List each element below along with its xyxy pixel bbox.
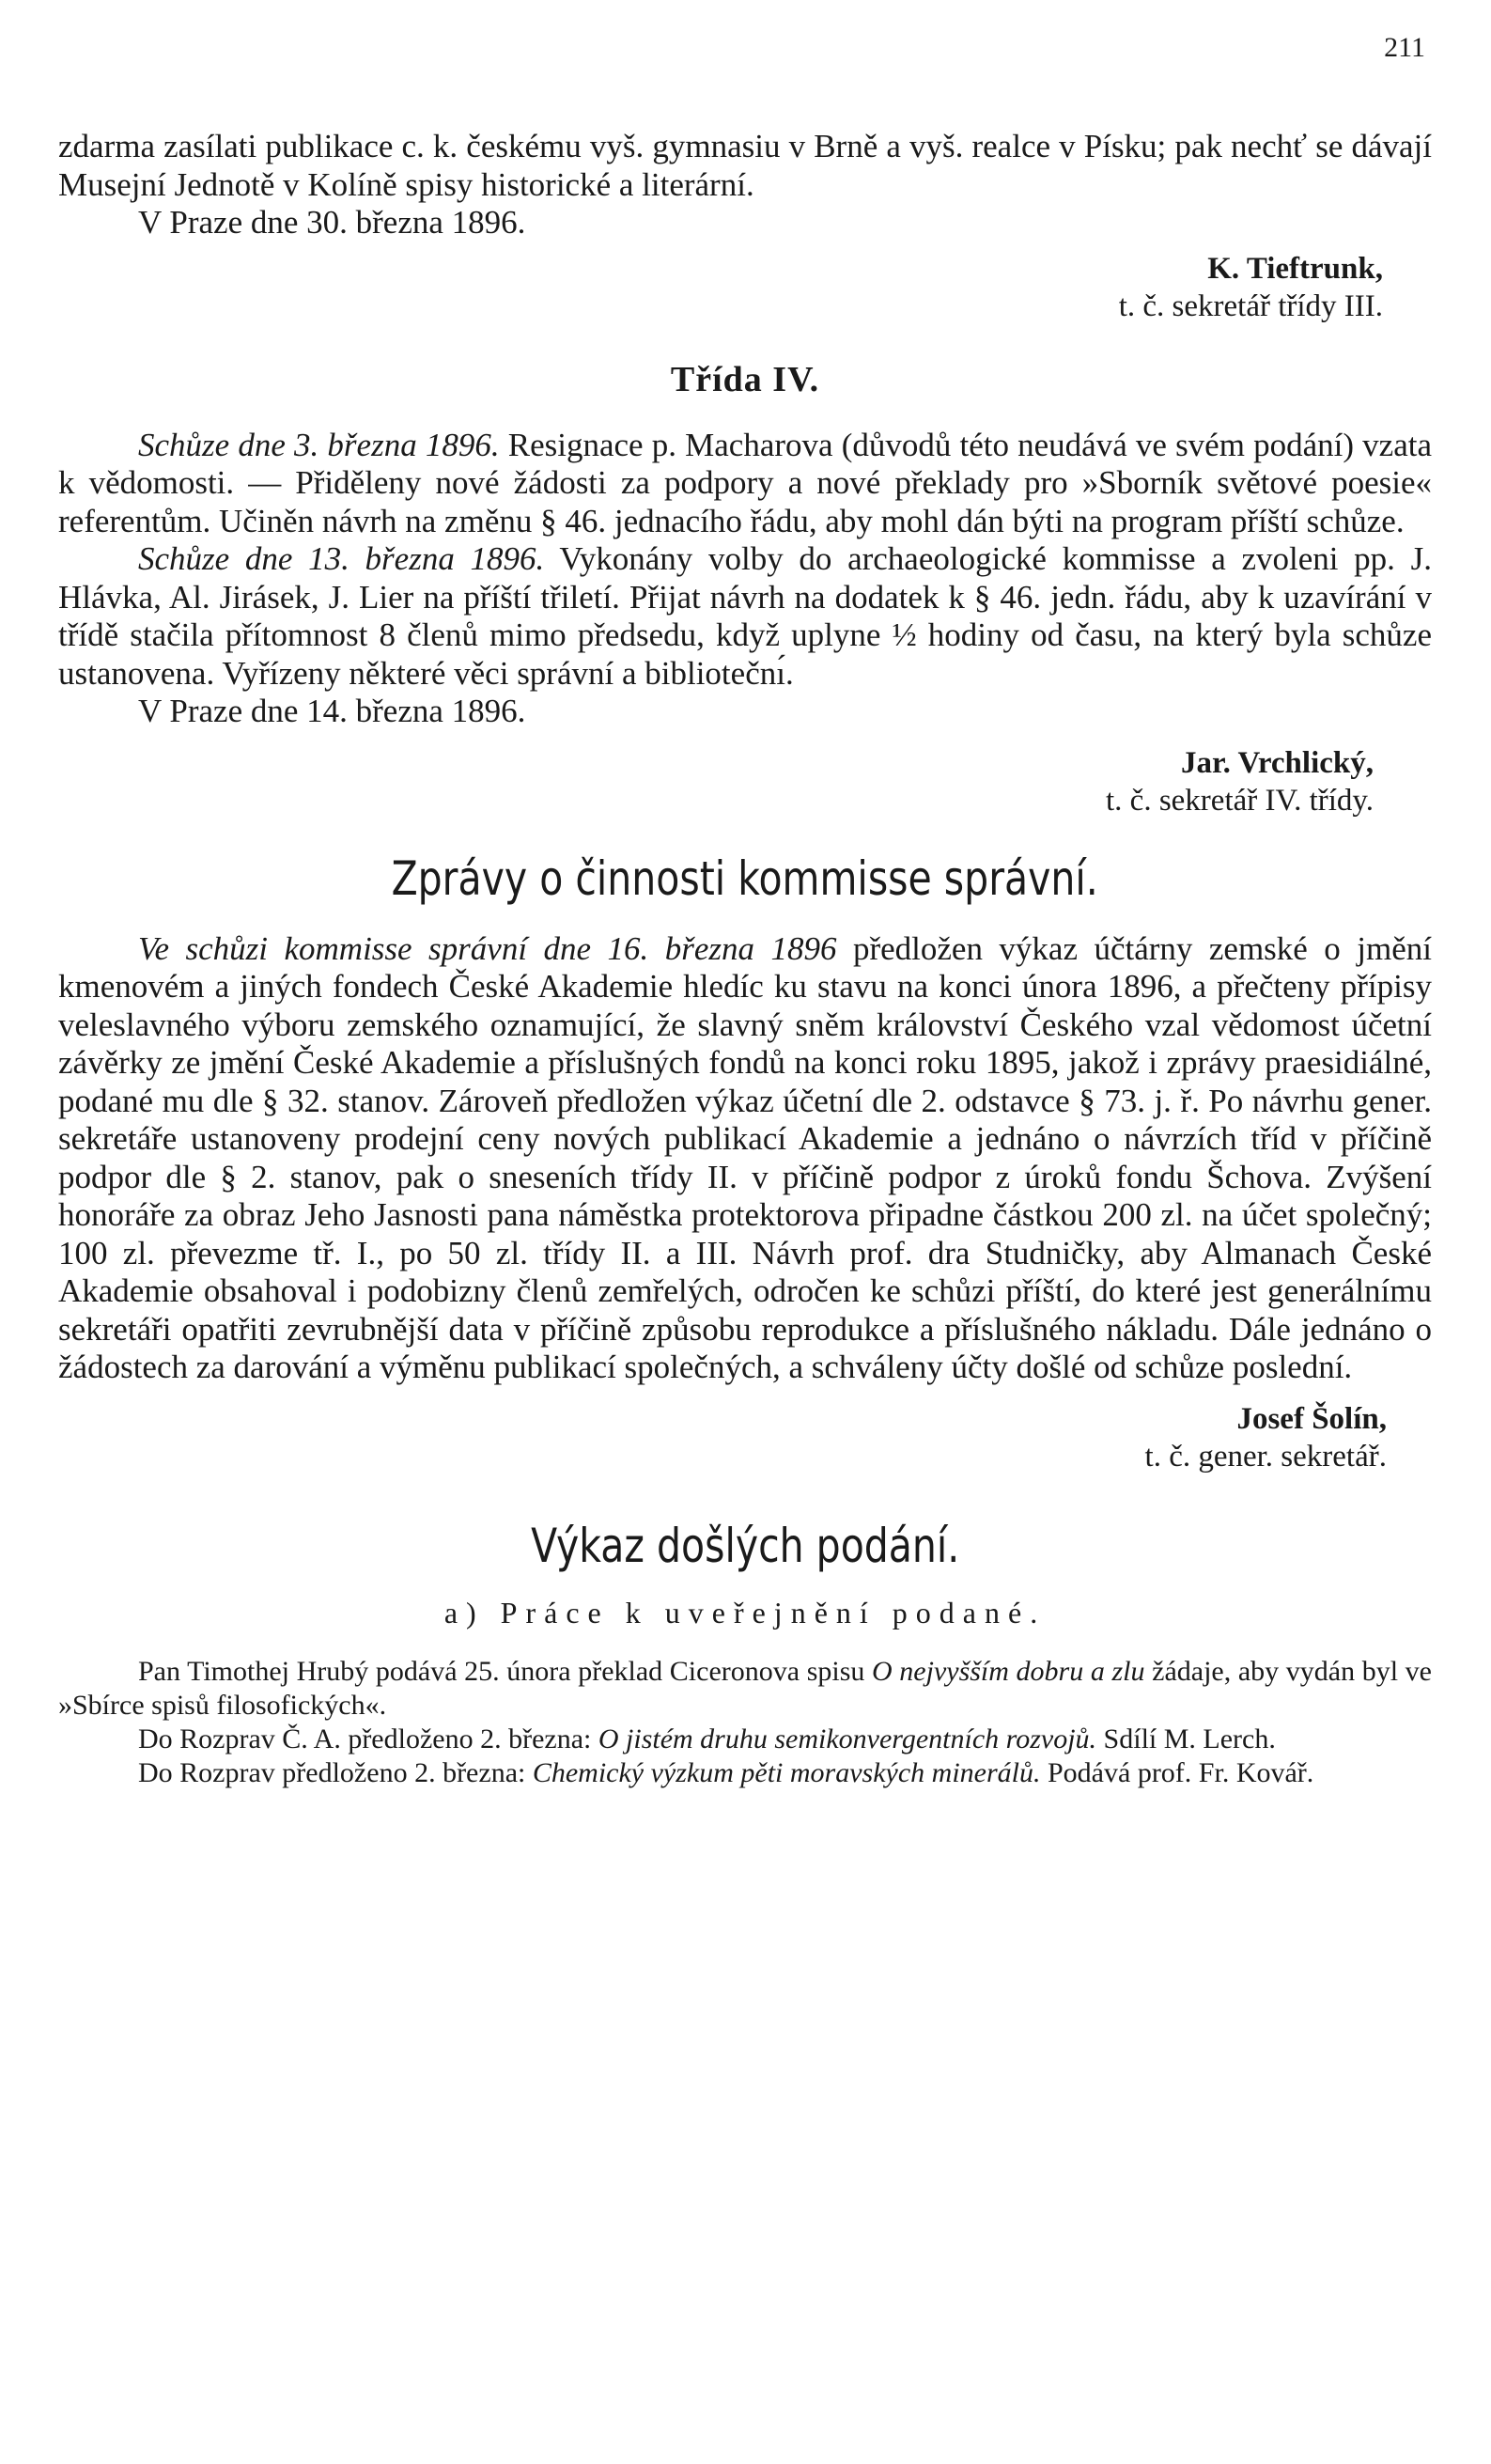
submission-item [58, 1756, 1432, 1790]
class4-p2-text-a: Vykonány volby do archaeologické kommisse a zvoleni pp. J. Hlávka, Al. Jirásek, J. Lier na příští třiletí. Přijat návrh na dodatek k § 46. jedn. řádu, aby k uzavírání v třídě stačila přítomnost 8 členů mimo předsedu, když uplyne [58, 540, 1432, 653]
class4-paragraph-2 [58, 540, 1432, 693]
signature-name: Josef Šolín, [1236, 1401, 1387, 1436]
intro-paragraph: zdarma zasílati publikace c. k. českému vyš. gymnasiu v Brně a vyš. realce v Písku; pak nechť se dávají Musejní Jednotě v Kolíně spisy historické a literární. [58, 128, 1432, 203]
class4-heading: Třída IV. [670, 359, 820, 399]
class4-date-line: V Praze dne 14. března 1896. [138, 693, 526, 729]
submissions-heading: Výkaz došlých podání. [530, 1518, 960, 1573]
submission-text: žádaje, aby vydán byl ve »Sbírce spisů filosofických«. [58, 1655, 1432, 1721]
admin-text: předložen výkaz účtárny zemské o jmění kmenovém a jiných fondech České Akademie hledíc ku stavu na konci února 1896, a přečteny přípisy veleslavného výboru zemského oznamující, že slavný sněm království Českého vzal vědomost účetní závěrky ze jmění České Akademie a příslušných fondů na konci roku 1895, jakož i zprávy praesidiálné, podané mu dle § 32. stanov. Zároveň předložen výkaz účetní dle 2. odstavce § 73. j. ř. Po návrhu gener. sekretáře ustanoveny prodejní ceny nových publikací Akademie a jednáno o návrzích tříd v příčině podpor dle § 2. stanov, pak o sneseních třídy II. v příčině podpor z úroků fondu Šchova. Zvýšení honoráře za obraz Jeho Jasnosti pana náměstka protektorova připadne částkou 200 zl. na účet společný; 100 zl. převezme tř. I., po 50 zl. třídy II. a III. Návrh prof. dra Studničky, aby Almanach České Akademie obsahoval i podobizny členů zemřelých, odročen ke schůzi příští, do které jest generálnímu sekretáři opatřiti zevrubnější data v příčině způsobu reprodukce a příslušného nákladu. Dále jednáno o žádostech za darování a výměnu publikací společných, a schváleny účty došlé od schůze poslední. [58, 929, 1432, 1385]
submission-item [58, 1655, 1432, 1723]
signature-name: Jar. Vrchlický, [1180, 745, 1374, 780]
admin-signature [58, 1400, 1432, 1475]
class4-p1-text: Resignace p. Macharova (důvodů této neudává ve svém podání) vzata k vědomosti. — Přiděleny nové žádosti za podpory a nové překlady pro »Sborník světové poesie« referentům. Učiněn návrh na změnu § 46. jednacího řádu, aby mohl dán býti na program příští schůze. [58, 426, 1432, 539]
submission-item [58, 1723, 1432, 1756]
submission-title: O nejvyšším dobru a zlu [872, 1655, 1145, 1687]
submission-text: Pan Timothej Hrubý podává 25. února překlad Ciceronova spisu [138, 1655, 873, 1687]
admin-lead: Ve schůzi kommisse správní dne 16. března 1896 [138, 929, 837, 967]
submission-title: Chemický výzkum pěti moravských minerálů. [532, 1756, 1041, 1788]
signature-title: t. č. sekretář IV. třídy. [1106, 783, 1374, 818]
submission-text: Do Rozprav předloženo 2. března: [138, 1756, 533, 1788]
signature-title: t. č. sekretář třídy III. [1118, 289, 1383, 323]
submission-title: O jistém druhu semikonvergentních rozvojů. [598, 1723, 1097, 1754]
class4-p2-lead: Schůze dne 13. března 1896. [138, 540, 545, 577]
submission-text: Do Rozprav Č. A. předloženo 2. března: [138, 1723, 598, 1754]
admin-heading: Zprávy o činnosti kommisse správní. [391, 850, 1099, 906]
submissions-subheading: a) Práce k uveřejnění podané. [443, 1595, 1047, 1630]
signature-name: K. Tieftrunk, [1207, 251, 1383, 286]
submission-text: Podává prof. Fr. Kovář. [1040, 1756, 1314, 1788]
signature-title: t. č. gener. sekretář. [1144, 1439, 1387, 1474]
intro-signature [58, 250, 1432, 325]
submission-text: Sdílí M. Lerch. [1096, 1723, 1276, 1754]
class4-signature [58, 744, 1432, 819]
class4-p1-lead: Schůze dne 3. března 1896. [138, 426, 500, 463]
admin-paragraph [58, 930, 1432, 1387]
page-number: 211 [1384, 32, 1425, 63]
main-text [58, 128, 1432, 1790]
intro-date-line: V Praze dne 30. března 1896. [138, 204, 526, 241]
class4-paragraph-1 [58, 427, 1432, 541]
admin-heading-wrap [58, 851, 1432, 906]
submissions-heading-wrap [58, 1519, 1432, 1573]
class4-p2-text-b: hodiny od času, na který byla schůze ustanovena. Vyřízeny některé věci správní a bibliotečnı́. [58, 616, 1432, 692]
class4-p2-fraction: ½ [892, 616, 917, 653]
